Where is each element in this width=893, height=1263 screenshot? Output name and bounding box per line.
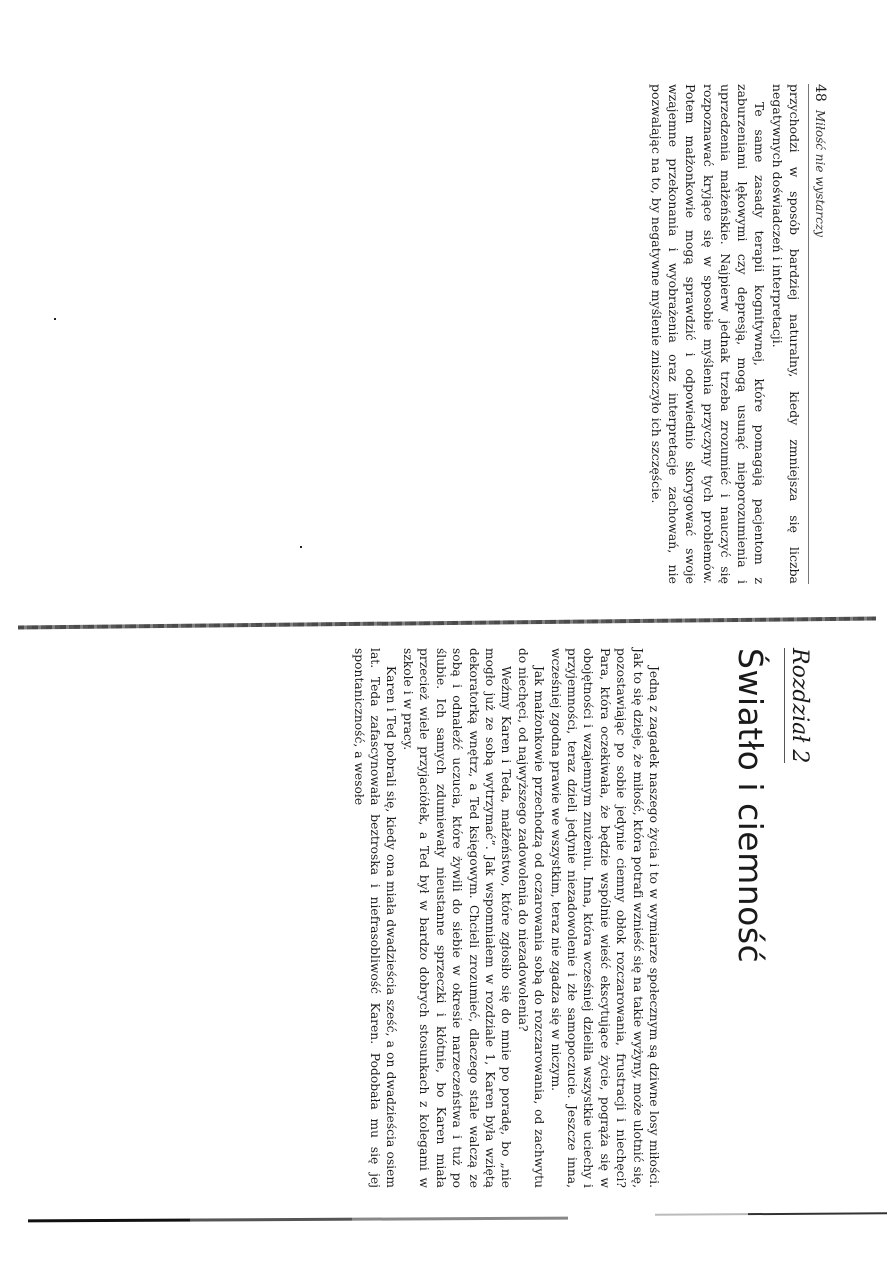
scan-speck xyxy=(54,318,56,320)
running-head xyxy=(808,84,828,584)
chapter-title: Światło i ciemność xyxy=(731,648,770,964)
page-edge-shadow xyxy=(28,1217,568,1223)
paragraph: Jedną z zagadek naszego życia i to w wymiarze społecznym są dziwne losy miłości. Jak to się dzieje, że miłość, która potrafi wznieść się na takie wyżyny, może ulotnić się, pozostawiając po sobie jedynie ciemny obłok rozczarowania, frustracji i niechęci? Para, która oczekiwała, że będzie wspólnie wieść ekscytujące życie, pogrąża się w obojętności i wzajemnym znużeniu. Inna, która wcześniej dzieliła wszystkie uciechy i przyjemności, teraz dzieli jedynie niezadowolenie i złe samopoczucie. Jeszcze inna, wcześniej zgodna prawie we wszystkim, teraz nie zgadza się w niczym. xyxy=(548,648,661,1188)
running-head-title: Miłość nie wystarczy xyxy=(813,109,827,237)
body-text xyxy=(647,84,803,584)
paragraph: Jak małżonkowie przechodzą od oczarowania sobą do rozczarowania, od zachwytu do niechęci, od najwyższego zadowolenia do niezadowolenia? xyxy=(515,648,547,1188)
scan-speck xyxy=(300,546,302,548)
body-text xyxy=(350,648,662,1188)
right-page xyxy=(67,648,812,1188)
paragraph: Karen i Ted pobrali się, kiedy ona miała dwadzieścia sześć, a on dwadzieścia osiem lat. Teda zafascynowała beztroska i niefrasobliwość Karen. Podobała mu się jej spontaniczność, a wesołe xyxy=(351,648,399,1188)
left-page xyxy=(588,84,828,584)
chapter-heading xyxy=(662,648,812,1188)
chapter-label: Rozdział 2 xyxy=(784,648,812,763)
page-number: 48 xyxy=(812,84,828,102)
paragraph: przychodzi w sposób bardziej naturalny, kiedy zmniejsza się liczba negatywnych doświadczeń i interpretacji. xyxy=(769,84,802,584)
paragraph: Te same zasady terapii kognitywnej, które pomagają pacjentom z zaburzeniami lękowymi czy depresją, mogą usunąć nieporozumienia i uprzedzenia małżeńskie. Najpierw jednak trzeba zrozumieć i nauczyć się rozpoznawać kryjące się w sposobie myślenia przyczyny tych problemów. Potem małżonkowie mogą sprawdzić i odpowiednio skorygować swoje wzajemne przekonania i wyobrażenia oraz interpretacje zachowań, nie pozwalając na to, by negatywne myślenie zniszczyło ich szczęście. xyxy=(648,84,768,584)
page-edge-shadow xyxy=(655,1212,887,1216)
paragraph: Weźmy Karen i Teda, małżeństwo, które zgłosiło się do mnie po poradę, bo „nie mogło już ze sobą wytrzymać”. Jak wspomniałem w rozdziale 1, Karen była wziętą dekoratorką wnętrz, a Ted księgowym. Chcieli zrozumieć, dlaczego stale walczą ze sobą i odnaleźć uczucia, które żywili do siebie w okresie narzeczeństwa i tuż po ślubie. Ich samych zdumiewały nieustanne sprzeczki i kłótnie, bo Karen miała przecież wiele przyjaciółek, a Ted był w bardzo dobrych stosunkach z kolegami w szkole i w pracy. xyxy=(400,648,514,1188)
page-gutter-shadow xyxy=(18,617,876,630)
